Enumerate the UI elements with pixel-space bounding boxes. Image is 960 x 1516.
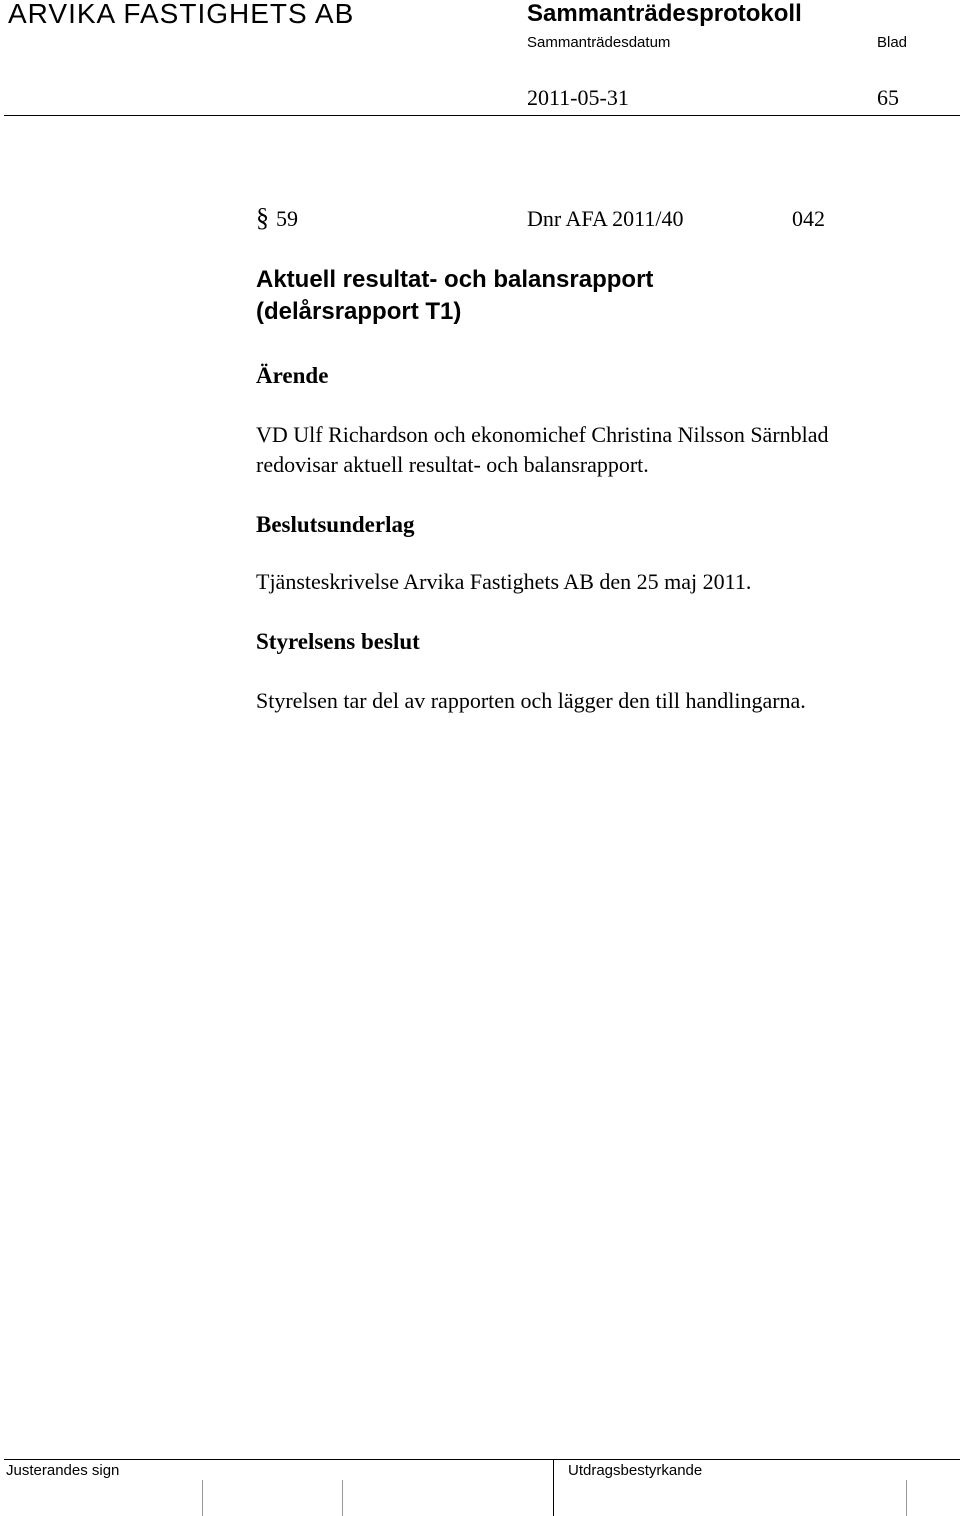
document-type: Sammanträdesprotokoll bbox=[527, 0, 802, 27]
certification-label: Utdragsbestyrkande bbox=[568, 1462, 703, 1479]
paragraph-sign: § bbox=[256, 203, 269, 232]
beslut-text: Styrelsen tar del av rapporten och lägger den till handlingarna. bbox=[256, 688, 806, 713]
beslutsunderlag-heading: Beslutsunderlag bbox=[256, 512, 415, 537]
section-number: 59 bbox=[276, 206, 298, 231]
footer-divider bbox=[4, 1459, 960, 1460]
organization-name: ARVIKA FASTIGHETS AB bbox=[8, 0, 355, 29]
arende-text-line-1: VD Ulf Richardson och ekonomichef Christina Nilsson Särnblad bbox=[256, 422, 829, 447]
page-label: Blad bbox=[877, 34, 908, 51]
arende-heading: Ärende bbox=[256, 363, 329, 388]
section-title bbox=[256, 264, 653, 328]
section-title-line-1: Aktuell resultat- och balansrapport bbox=[256, 266, 654, 293]
section-title-line-2: (delårsrapport T1) bbox=[256, 298, 462, 325]
certification-box-divider bbox=[906, 1480, 907, 1516]
beslutsunderlag-text: Tjänsteskrivelse Arvika Fastighets AB den 25 maj 2011. bbox=[256, 569, 752, 594]
archive-code: 042 bbox=[792, 206, 825, 231]
signature-box-divider-2 bbox=[342, 1480, 343, 1516]
meeting-date-label: Sammanträdesdatum bbox=[527, 34, 671, 51]
page-number: 65 bbox=[877, 85, 899, 110]
signature-box-divider-1 bbox=[202, 1480, 203, 1516]
diary-number: Dnr AFA 2011/40 bbox=[527, 206, 684, 231]
header-divider bbox=[4, 115, 960, 116]
meeting-date: 2011-05-31 bbox=[527, 85, 629, 110]
beslut-heading: Styrelsens beslut bbox=[256, 629, 420, 654]
signature-label: Justerandes sign bbox=[6, 1462, 120, 1479]
arende-text-line-2: redovisar aktuell resultat- och balansrapport. bbox=[256, 452, 649, 477]
footer-column-divider bbox=[553, 1459, 554, 1516]
